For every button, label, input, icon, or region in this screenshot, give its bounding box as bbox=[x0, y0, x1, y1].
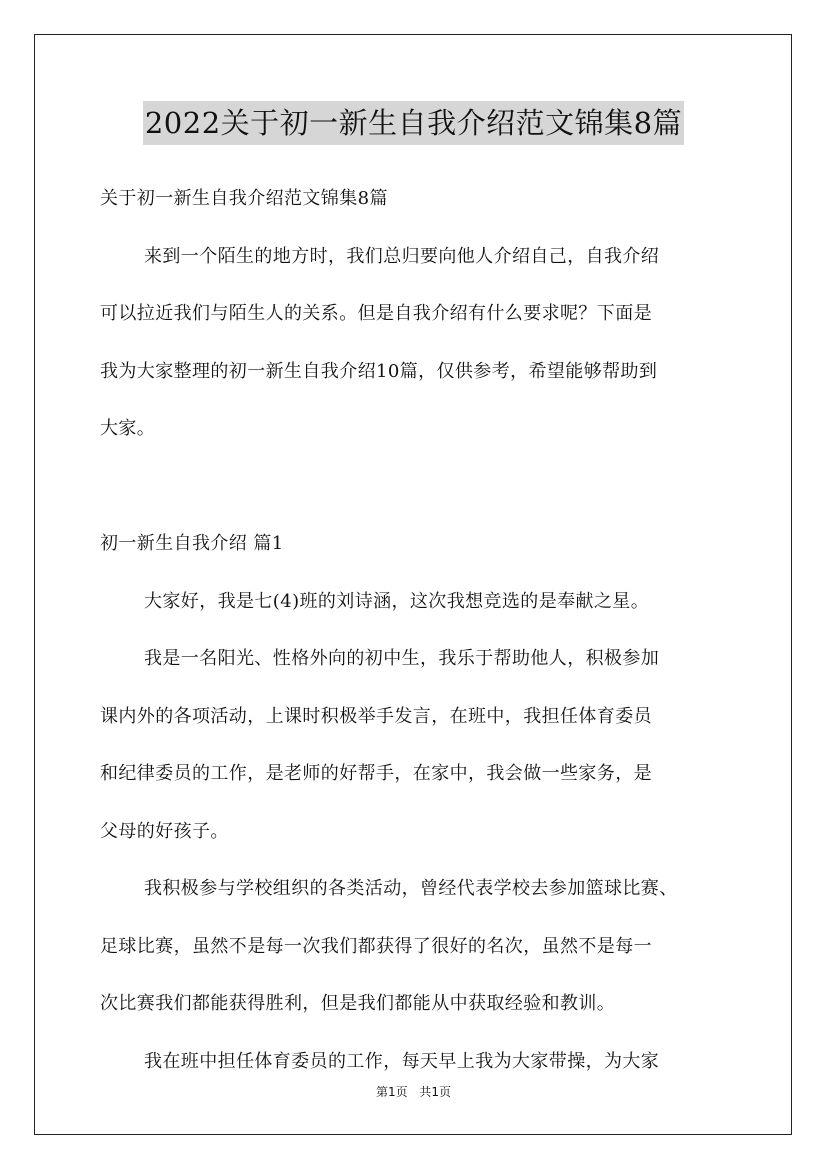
document-body bbox=[100, 170, 730, 1090]
text-line: 和纪律委员的工作，是老师的好帮手，在家中，我会做一些家务，是 bbox=[100, 763, 652, 784]
text-line: 足球比赛，虽然不是每一次我们都获得了很好的名次，虽然不是每一 bbox=[100, 935, 652, 957]
text-line: 我在班中担任体育委员的工作，每天早上我为大家带操，为大家 bbox=[144, 1050, 660, 1072]
text-line: 大家。 bbox=[100, 418, 156, 439]
text-line: 大家好，我是七(4)班的刘诗涵，这次我想竞选的是奉献之星。 bbox=[144, 590, 650, 612]
blank-line bbox=[100, 458, 730, 516]
page-footer bbox=[0, 1083, 827, 1100]
text-line: 我为大家整理的初一新生自我介绍10篇，仅供参考，希望能够帮助到 bbox=[100, 360, 658, 382]
text-line: 次比赛我们都能获得胜利，但是我们都能从中获取经验和教训。 bbox=[100, 993, 616, 1014]
text-line: 父母的好孩子。 bbox=[100, 820, 229, 842]
text-line: 来到一个陌生的地方时，我们总归要向他人介绍自己，自我介绍 bbox=[144, 245, 660, 267]
text-line: 我积极参与学校组织的各类活动，曾经代表学校去参加篮球比赛、 bbox=[144, 878, 678, 899]
text-line: 课内外的各项活动，上课时积极举手发言，在班中，我担任体育委员 bbox=[100, 705, 652, 727]
document-title: 2022关于初一新生自我介绍范文锦集8篇 bbox=[143, 101, 684, 145]
page-number: 第1页 bbox=[375, 1085, 408, 1099]
text-line: 关于初一新生自我介绍范文锦集8篇 bbox=[100, 188, 388, 209]
title-area bbox=[0, 101, 827, 145]
page-total: 共1页 bbox=[419, 1085, 452, 1099]
section-heading: 初一新生自我介绍 篇1 bbox=[100, 533, 284, 554]
text-line: 可以拉近我们与陌生人的关系。但是自我介绍有什么要求呢？下面是 bbox=[100, 303, 652, 324]
text-line: 我是一名阳光、性格外向的初中生，我乐于帮助他人，积极参加 bbox=[144, 648, 660, 669]
